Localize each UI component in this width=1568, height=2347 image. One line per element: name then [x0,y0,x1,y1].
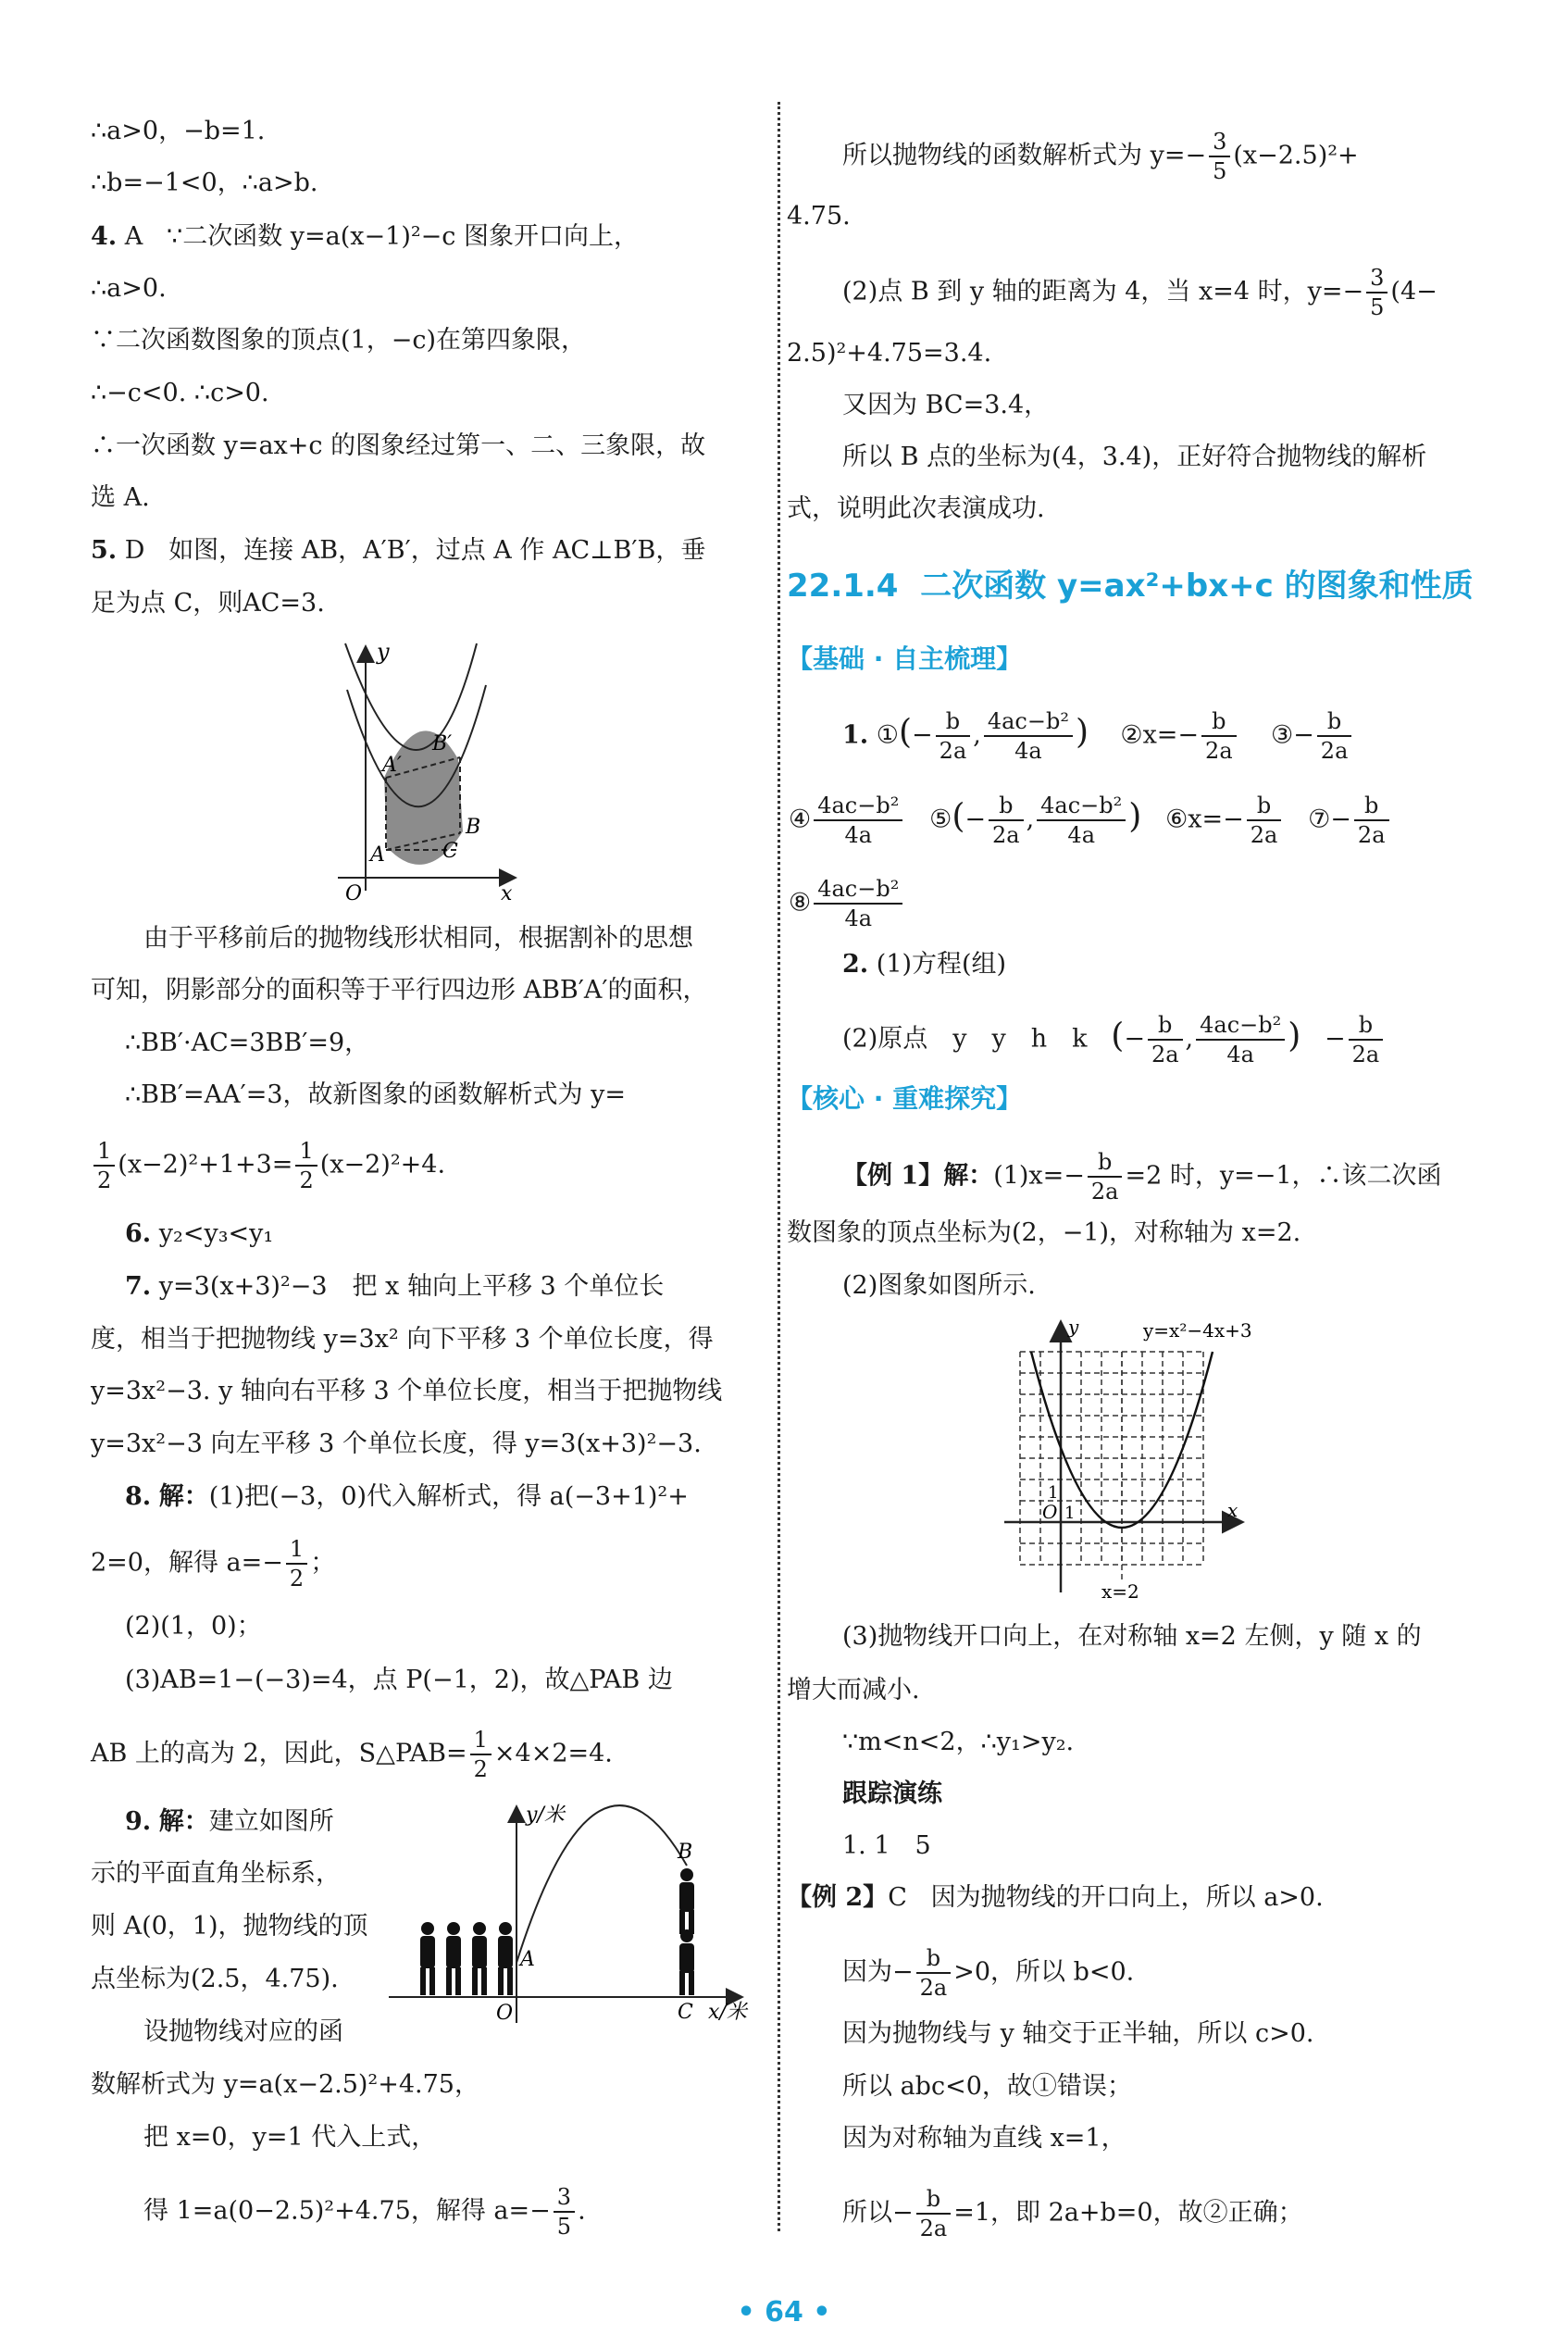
question-number: 5. [91,536,118,565]
line: 因为对称轴为直线 x=1， [842,2124,1126,2153]
figure-parabola-translation [319,639,532,903]
line: 又因为 BC=3.4， [842,391,1050,419]
track-heading: 跟踪演练 [842,1779,942,1808]
label-b-prime: B′ [432,732,453,755]
fraction: $\frac{1}{2}$ [286,1535,307,1592]
label-o: O [496,2002,514,2025]
line: 2.5)²+4.75=3.4. [787,339,992,368]
example-2: 【例 2】C 因为抛物线的开口向上，所以 a>0. [787,1883,1324,1912]
answer-letter: D [124,536,145,565]
line: 所以 abc<0，故①错误； [842,2072,1132,2101]
answer-row-3: ⑧ $\frac{\text{4ac−b²}}{4a}$ [789,875,905,932]
line: ∵二次函数图象的顶点(1，−c)在第四象限， [91,326,586,355]
formula-line: 得 1=a(0−2.5)²+4.75，解得 a=− $\frac{3}{5}$ . [143,2184,586,2240]
line: 度，相当于把抛物线 y=3x² 向下平移 3 个单位长度，得 [91,1325,714,1354]
grid [1020,1352,1203,1565]
fraction: $\frac{1}{2}$ [295,1137,317,1194]
line: 把 x=0，y=1 代入上式， [143,2123,437,2152]
line: ∴a>0. [91,274,167,303]
fraction: $\frac{3}{5}$ [554,2183,575,2241]
question-text: 如图，连接 AB，A′B′，过点 A 作 AC⊥B′B，垂 [168,536,706,565]
line: ∴a>0，−b=1. [91,117,266,145]
fraction: $\frac{3}{5}$ [1366,264,1388,321]
line: ∴BB′·AC=3BB′=9， [125,1029,370,1057]
formula-line: $\frac{1}{2}$ (x−2)²+1+3= $\frac{1}{2}$ (x−2)²+4. [91,1137,445,1194]
question-7: 7. y=3(x+3)²−3 把 x 轴向上平移 3 个单位长 [125,1272,665,1301]
line: 数解析式为 y=a(x−2.5)²+4.75， [91,2070,479,2099]
line: y=3x²−3 向左平移 3 个单位长度，得 y=3(x+3)²−3. [91,1429,702,1458]
formula-line: 2=0，解得 a=− $\frac{1}{2}$ ； [91,1536,336,1592]
label-a-prime: A′ [382,754,402,777]
fraction: $\frac{1}{2}$ [93,1137,115,1194]
answer-row-2: ④ $\frac{\text{4ac−b²}}{4a}$ ⑤(− $\frac{b}{2a}$ , $\frac{\text{4ac−b²}}{4a}$ ) ⑥x=− $\frac{b}{2a}$ ⑦− $\frac{b}{2a}$ [789,792,1392,849]
section-tag-core: 【核心 · 重难探究】 [787,1083,1023,1114]
label-c: C [678,2001,693,2024]
line: (3)AB=1−(−3)=4，点 P(−1，2)，故△PAB 边 [125,1666,673,1694]
line: 4.75. [787,202,851,231]
label-x: x/米 [708,2001,747,2024]
label-o: O [345,882,363,903]
line: 则 A(0，1)，抛物线的顶 [91,1912,368,1941]
curve-equation: y=x²−4x+3 [1143,1319,1252,1342]
line: y=3x²−3. y 轴向右平移 3 个单位长度，相当于把抛物线 [91,1377,723,1405]
line: (3)抛物线开口向上，在对称轴 x=2 左侧，y 随 x 的 [842,1622,1422,1651]
section-heading: 22.1.4 二次函数 y=ax²+bx+c 的图象和性质 [787,568,1474,605]
people-group [420,1922,513,1995]
fraction: $\frac{3}{5}$ [1209,128,1230,185]
question-9: 9. 解：建立如图所 [125,1807,334,1836]
label-x: x [1227,1499,1238,1521]
line: ∴BB′=AA′=3，故新图象的函数解析式为 y= [125,1080,627,1109]
line: 示的平面直角坐标系， [91,1859,341,1888]
tick-1-y: 1 [1048,1483,1059,1503]
formula-line: 所以抛物线的函数解析式为 y=− $\frac{3}{5}$ (x−2.5)²+ [842,129,1359,184]
label-y: y [377,639,390,665]
line: ∵m<n<2，∴y₁>y₂. [842,1728,1075,1756]
question-4 [91,218,639,256]
example-1: 【例 1】解：(1)x=− $\frac{b}{2a}$ =2 时，y=−1，∴该二次函 [842,1149,1442,1205]
label-x: x [501,882,513,903]
line: ∴−c<0. ∴c>0. [91,379,269,407]
line: 1. 1 5 [842,1831,931,1860]
label-o: O [1042,1501,1058,1523]
line: 所以 B 点的坐标为(4，3.4)，正好符合抛物线的解析 [842,443,1427,471]
line: 因为抛物线与 y 轴交于正半轴，所以 c>0. [842,2019,1314,2048]
line: 设抛物线对应的函 [143,2017,343,2046]
line: 数图象的顶点坐标为(2，−1)，对称轴为 x=2. [787,1218,1301,1247]
question-5 [91,532,705,569]
line: 足为点 C，则AC=3. [91,589,325,618]
figure-grid-parabola [1000,1315,1259,1602]
question-8: 8. 解：(1)把(−3，0)代入解析式，得 a(−3+1)²+ [125,1482,689,1511]
formula-line: (2)点 B 到 y 轴的距离为 4，当 x=4 时，y=− $\frac{3}{5}$ (4− [842,265,1437,320]
question-6: 6. y₂<y₃<y₁ [125,1219,274,1248]
line: 由于平移前后的抛物线形状相同，根据割补的思想 [143,924,693,953]
line: 点坐标为(2.5，4.75). [91,1965,339,1993]
label-c: C [442,840,458,863]
question-number: 4. [91,222,118,251]
formula-line: 所以− $\frac{b}{2a}$ =1，即 2a+b=0，故②正确； [842,2186,1303,2241]
column-divider [778,102,780,2231]
answer-2-2: (2)原点 y y h k (− $\frac{b}{2a}$ , $\frac{\text{4ac−b²}}{4a}$ ) − $\frac{b}{2a}$ [842,1011,1386,1068]
label-b: B [466,816,481,839]
formula-line: 因为− $\frac{b}{2a}$ >0，所以 b<0. [842,1945,1135,2001]
trajectory-curve [516,1805,687,1963]
label-b: B [678,1841,693,1864]
line: ∴一次函数 y=ax+c 的图象经过第一、二、三象限，故 [91,431,706,460]
label-y: y/米 [526,1804,565,1827]
label-a: A [520,1948,535,1971]
line: (2)(1，0)； [125,1612,262,1641]
line: 可知，阴影部分的面积等于平行四边形 ABB′A′的面积， [91,976,708,1005]
answer-letter: A [124,222,143,251]
line: 式，说明此次表演成功. [787,494,1045,523]
line: ∴b=−1<0，∴a>b. [91,169,318,197]
formula-line: AB 上的高为 2，因此，S△PAB= $\frac{1}{2}$ ×4×2=4. [91,1727,613,1782]
answer-2-1: 2. (1)方程(组) [842,950,1007,979]
answer-row-1: 1. ①(− $\frac{b}{2a}$ , $\frac{\text{4ac−b²}}{4a}$ ) ②x=− $\frac{b}{2a}$ ③− $\frac{b}{2a}$ [842,707,1354,765]
figure-trajectory [389,1801,759,2028]
line: (2)图象如图所示. [842,1271,1036,1300]
page-number: • 64 • [737,2296,831,2328]
fraction: $\frac{1}{2}$ [470,1726,492,1783]
section-tag-basic: 【基础 · 自主梳理】 [787,643,1023,674]
label-y: y [1068,1316,1079,1338]
people-stack [679,1868,694,1995]
tick-1-x: 1 [1064,1504,1076,1523]
label-symmetry: x=2 [1101,1580,1139,1602]
question-text: ∵二次函数 y=a(x−1)²−c 图象开口向上， [167,222,640,251]
line: 选 A. [91,483,150,512]
line: 增大而减小. [787,1676,920,1704]
label-a: A [370,843,385,867]
